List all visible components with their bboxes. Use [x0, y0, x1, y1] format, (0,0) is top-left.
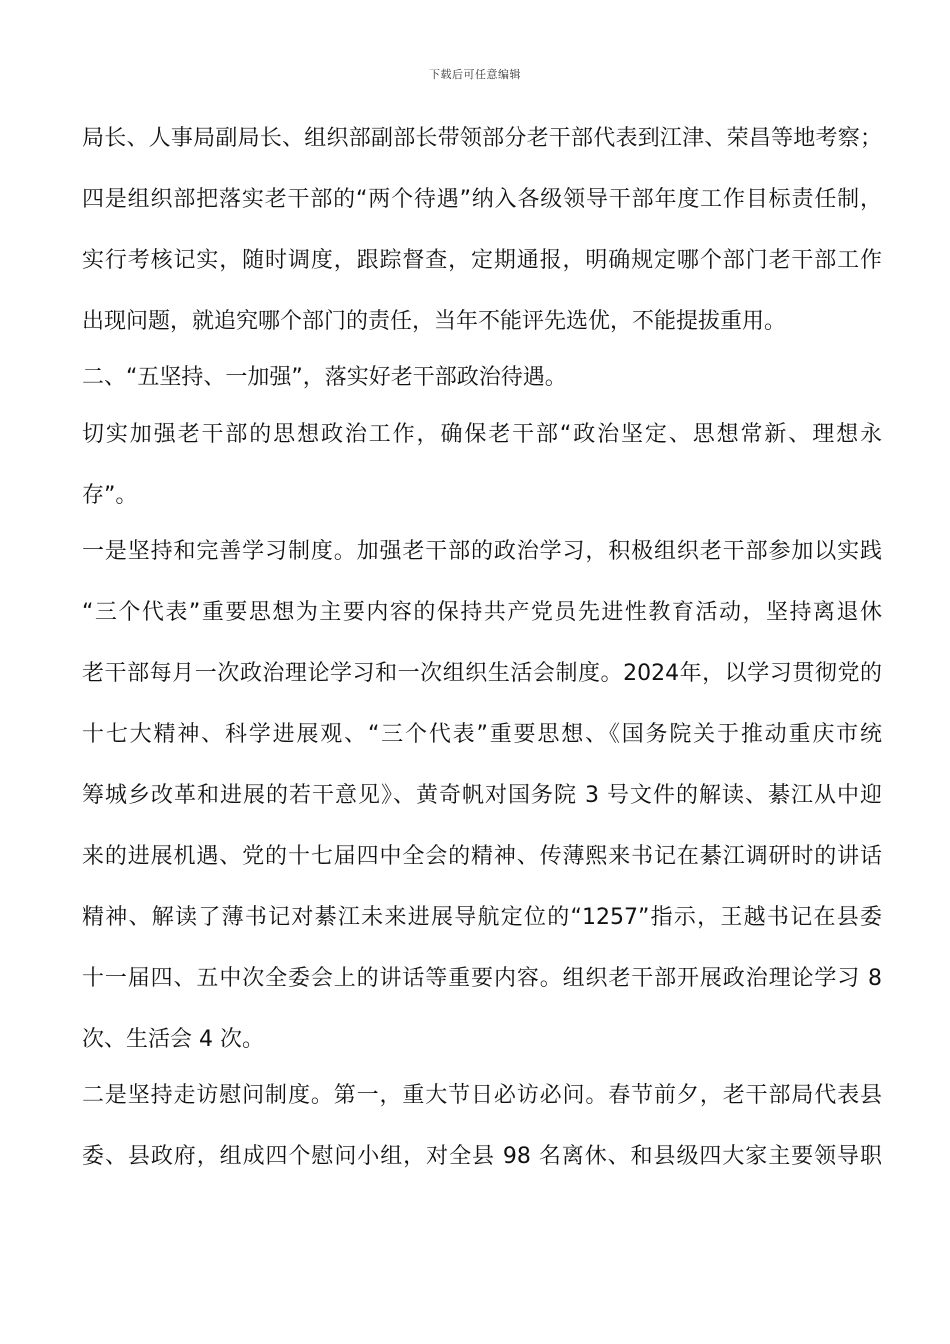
text-line: 二是坚持走访慰问制度。第一，重大节日必访必问。春节前夕，老干部局代表县	[82, 1083, 882, 1108]
text-line: 切实加强老干部的思想政治工作，确保老干部“政治坚定、思想常新、理想永	[82, 422, 882, 447]
text-line: 精神、解读了薄书记对綦江未来进展导航定位的“1257”指示，王越书记在县委	[82, 905, 882, 930]
text-line: 实行考核记实，随时调度，跟踪督查，定期通报，明确规定哪个部门老干部工作	[82, 248, 882, 273]
text-line: 来的进展机遇、党的十七届四中全会的精神、传薄熙来书记在綦江调研时的讲话	[82, 844, 882, 869]
text-line: 四是组织部把落实老干部的“两个待遇”纳入各级领导干部年度工作目标责任制，	[82, 187, 882, 212]
text-line: 出现问题，就追究哪个部门的责任，当年不能评先选优，不能提拔重用。	[82, 309, 787, 334]
text-line: 筹城乡改革和进展的若干意见》、黄奇帆对国务院 3 号文件的解读、綦江从中迎	[82, 783, 882, 808]
text-line: 局长、人事局副局长、组织部副部长带领部分老干部代表到江津、荣昌等地考察；	[82, 126, 882, 151]
text-line: 十七大精神、科学进展观、“三个代表”重要思想、《国务院关于推动重庆市统	[82, 722, 882, 747]
text-line: 一是坚持和完善学习制度。加强老干部的政治学习，积极组织老干部参加以实践	[82, 539, 882, 564]
section-heading: 二、“五坚持、一加强”，落实好老干部政治待遇。	[82, 365, 567, 390]
text-line: 老干部每月一次政治理论学习和一次组织生活会制度。2024年，以学习贯彻党的	[82, 661, 882, 686]
page-header-note: 下载后可任意编辑	[429, 68, 521, 81]
text-line: 委、县政府，组成四个慰问小组，对全县 98 名离休、和县级四大家主要领导职	[82, 1144, 882, 1169]
text-line: 次、生活会 4 次。	[82, 1027, 264, 1052]
document-body	[82, 124, 882, 1203]
text-line: 存”。	[82, 483, 138, 508]
text-line: 十一届四、五中次全委会上的讲话等重要内容。组织老干部开展政治理论学习 8	[82, 966, 882, 991]
text-line: “三个代表”重要思想为主要内容的保持共产党员先进性教育活动，坚持离退休	[82, 600, 882, 625]
